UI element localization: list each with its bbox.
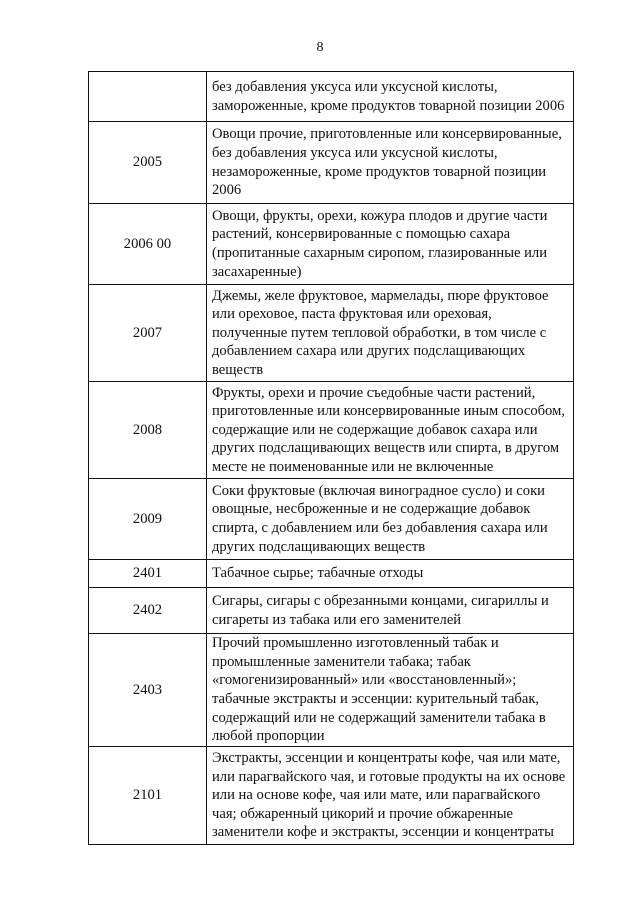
description-line: полученные путем тепловой обработки, в том числе с (212, 324, 547, 341)
description-line: спирта, с добавлением или без добавления сахара или (212, 520, 548, 536)
description-line: без добавления уксуса или уксусной кислоты, (212, 78, 498, 95)
description-line: приготовленные или консервированные иным способом, (212, 403, 565, 420)
description-line: Сигары, сигары с обрезанными концами, сигариллы и (212, 592, 549, 609)
description-line: табачные экстракты и эссенции: курительный табак, (212, 691, 540, 707)
description-line: содержащие или не содержащие добавок сахара или (212, 421, 538, 438)
table-row (89, 72, 574, 122)
table-row (89, 122, 574, 204)
description-cell (207, 634, 574, 747)
description-cell (207, 285, 574, 382)
description-cell (207, 72, 574, 122)
table-row (89, 747, 574, 845)
code-cell: 2006 00 (89, 204, 207, 285)
description-line: или ореховое, паста фруктовая или ореховая, (212, 306, 492, 323)
description-line: заменители кофе и экстракты, эссенции и концентраты (212, 824, 554, 841)
description-line: содержащий или не содержащий заменители табака в (212, 709, 546, 726)
description-line: (пропитанные сахарным сиропом, глазированные или (212, 245, 548, 261)
description-line: 2006 (212, 182, 242, 199)
description-line: без добавления уксуса или уксусной кислоты, (212, 144, 498, 161)
table-row (89, 285, 574, 382)
description-line: или парагвайского чая, и готовые продукты на их основе (212, 768, 566, 785)
description-line: «гомогенизированный» или «восстановленный»; (212, 672, 517, 689)
description-line: засахаренные) (212, 263, 302, 280)
description-line: или на основе кофе, чая или мате, или парагвайского (212, 787, 541, 804)
description-line: растений, консервированные с помощью сахара (212, 226, 511, 243)
description-cell (207, 560, 574, 588)
code-cell: 2009 (89, 479, 207, 560)
code-cell: 2008 (89, 382, 207, 479)
description-line: Джемы, желе фруктовое, мармелады, пюре фруктовое (212, 287, 549, 304)
description-line: Фрукты, орехи и прочие съедобные части растений, (212, 384, 536, 401)
description-cell (207, 204, 574, 285)
page-number: 8 (316, 40, 324, 55)
description-line: Соки фруктовые (включая виноградное сусло) и соки (212, 482, 545, 499)
description-line: Табачное сырье; табачные отходы (212, 565, 424, 582)
code-cell: 2402 (89, 588, 207, 634)
description-cell (207, 382, 574, 479)
code-cell: 2401 (89, 560, 207, 588)
description-line: Прочий промышленно изготовленный табак и (212, 635, 499, 652)
table-row (89, 382, 574, 479)
description-line: Овощи, фрукты, орехи, кожура плодов и другие части (212, 207, 548, 224)
description-line: других подслащивающих веществ или спирта, в другом (212, 440, 560, 457)
code-cell (89, 72, 207, 122)
description-line: веществ (212, 361, 264, 378)
table-row (89, 479, 574, 560)
description-cell (207, 588, 574, 634)
table-row (89, 560, 574, 588)
description-line: сигареты из табака или его заменителей (212, 611, 462, 628)
table-body (89, 72, 574, 845)
description-line: незамороженные, кроме продуктов товарной позиции (212, 163, 547, 180)
description-line: Овощи прочие, приготовленные или консервированные, (212, 126, 562, 143)
table-row (89, 588, 574, 634)
description-line: любой пропорции (212, 728, 325, 745)
code-cell: 2005 (89, 122, 207, 204)
commodity-codes-table (88, 71, 574, 845)
description-cell (207, 479, 574, 560)
description-line: промышленные заменители табака; табак (212, 653, 471, 670)
code-cell: 2101 (89, 747, 207, 845)
description-line: месте не поименованные или не включенные (212, 458, 494, 475)
description-line: других подслащивающих веществ (212, 538, 426, 555)
code-cell: 2403 (89, 634, 207, 747)
description-line: Экстракты, эссенции и концентраты кофе, чая или мате, (212, 750, 561, 767)
description-line: добавлением сахара или других подслащивающих (212, 343, 526, 360)
code-cell: 2007 (89, 285, 207, 382)
table-row (89, 634, 574, 747)
description-cell (207, 122, 574, 204)
description-line: овощные, несброженные и не содержащие добавок (212, 501, 531, 518)
table-row (89, 204, 574, 285)
description-line: замороженные, кроме продуктов товарной позиции 2006 (212, 97, 565, 114)
description-cell (207, 747, 574, 845)
description-line: чая; обжаренный цикорий и прочие обжаренные (212, 805, 513, 822)
